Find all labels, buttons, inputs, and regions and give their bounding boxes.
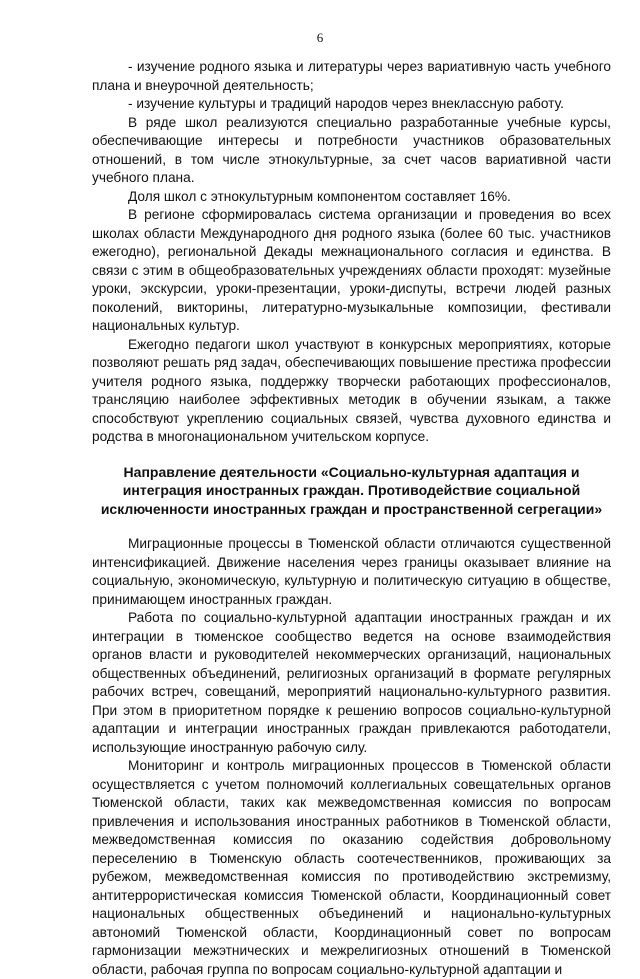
paragraph: В ряде школ реализуются специально разработанные учебные курсы, обеспечивающие интересы и потребности участников образовательных отношений, в том числе этнокультурные, за счет часов вариативной части учебного плана. <box>92 114 611 185</box>
paragraph: Миграционные процессы в Тюменской области отличаются существенной интенсификацией. Движение населения через границы оказывает влияние на социальную, экономическую, культурную и политическую ситуацию в обществе, принимающем иностранных граждан. <box>92 536 611 607</box>
document-body <box>92 58 611 979</box>
paragraph: Ежегодно педагоги школ участвуют в конкурсных мероприятиях, которые позволяют решать ряд задач, обеспечивающих повышение престижа профессии учителя родного языка, поддержку творчески работающих профессионалов, трансляцию наиболее эффективных методик в обучении языкам, а также способствуют укреплению социальных связей, чувства духовного единства и родства в многонациональном учительском корпусе. <box>92 336 611 444</box>
section-heading: Направление деятельности «Социально-культурная адаптация и интеграция иностранных граждан. Противодействие социальной исключенности иностранных граждан и пространственной сегрегации» <box>100 463 603 517</box>
paragraph: В регионе сформировалась система организации и проведения во всех школах области Международного дня родного языка (более 60 тыс. участников ежегодно), региональной Декады межнационального согласия и единства. В связи с этим в общеобразовательных учреждениях области проходят: музейные уроки, экскурсии, уроки-презентации, уроки-диспуты, встречи людей разных поколений, викторины, литературно-музыкальные композиции, фестивали национальных культур. <box>92 207 611 333</box>
paragraph: Мониторинг и контроль миграционных процессов в Тюменской области осуществляется с учетом полномочий коллегиальных совещательных органов Тюменской области, таких как межведомственная комиссия по вопросам привлечения и использования иностранных работников в Тюменской области, межведомственная комиссия по оказанию содействия добровольному переселению в Тюменскую область соотечественников, проживающих за рубежом, межведомственная комиссия по противодействию экстремизму, антитеррористическая комиссия Тюменской области, Координационный совет национальных общественных объединений и национально-культурных автономий Тюменской области, Координационный совет по вопросам гармонизации межэтнических и межрелигиозных отношений в Тюменской области, рабочая группа по вопросам социально-культурной адаптации и <box>92 758 611 977</box>
paragraph: Доля школ с этнокультурным компонентом составляет 16%. <box>128 188 511 204</box>
paragraph: Работа по социально-культурной адаптации иностранных граждан и их интеграции в тюменское сообщество ведется на основе взаимодействия органов власти и руководителей некоммерческих организаций, национальных общественных объединений, религиозных организаций в формате регулярных рабочих встреч, совещаний, мероприятий национально-культурного развития. При этом в приоритетном порядке к решению вопросов социально-культурной адаптации и интеграции иностранных граждан привлекаются работодатели, использующие иностранную рабочую силу. <box>92 610 611 755</box>
list-item: - изучение родного языка и литературы через вариативную часть учебного плана и внеурочной деятельность; <box>92 59 611 93</box>
list-item: - изучение культуры и традиций народов через внеклассную работу. <box>128 96 564 111</box>
page-number: 6 <box>316 30 324 45</box>
